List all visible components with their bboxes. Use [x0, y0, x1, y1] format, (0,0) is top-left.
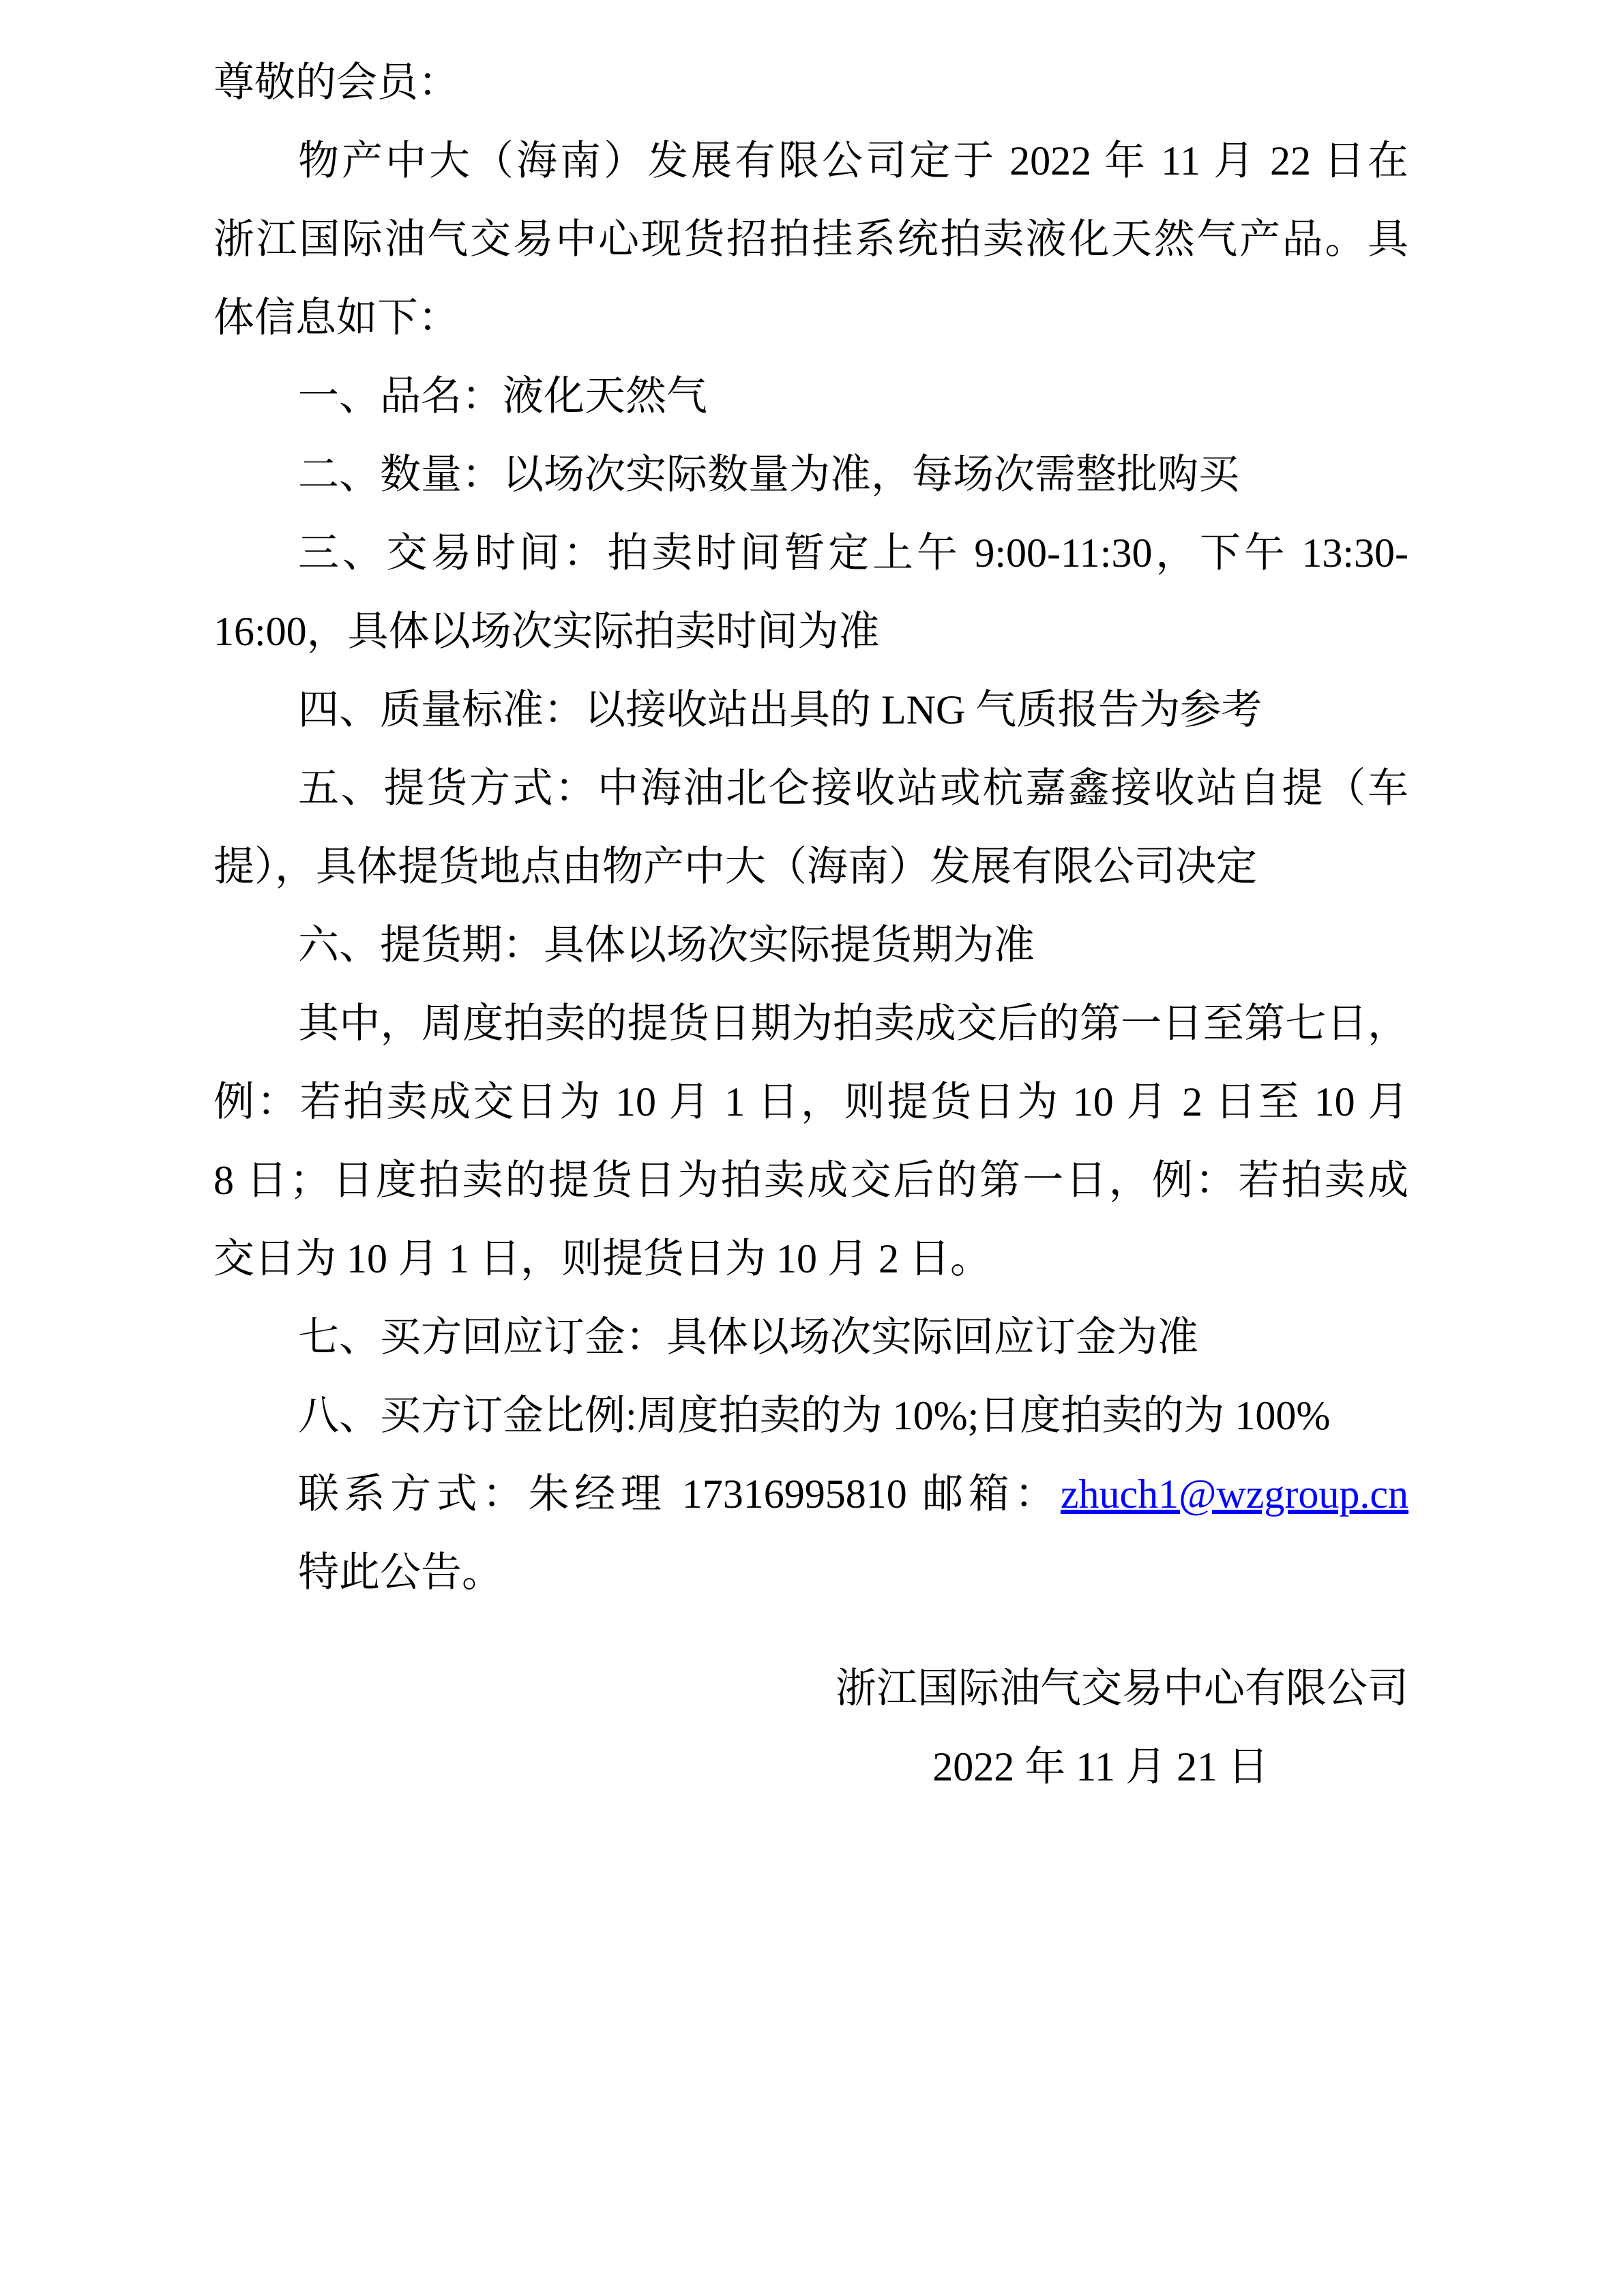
item-delivery-method-2: 提），具体提货地点由物产中大（海南）发展有限公司决定 [213, 844, 1257, 889]
item-delivery-method-1: 五、提货方式：中海油北仑接收站或杭嘉鑫接收站自提（车 [298, 766, 1408, 811]
intro-line-3: 体信息如下： [213, 295, 459, 340]
company-signature: 浙江国际油气交易中心有限公司 [836, 1666, 1408, 1711]
item-quantity: 二、数量：以场次实际数量为准，每场次需整批购买 [298, 452, 1239, 497]
intro-line-1: 物产中大（海南）发展有限公司定于 2022 年 11 月 22 日在 [298, 138, 1408, 183]
item-trading-time-2: 16:00，具体以场次实际拍卖时间为准 [213, 609, 880, 654]
signature-block [0, 1650, 1624, 1806]
item-delivery-period: 六、提货期：具体以场次实际提货期为准 [298, 923, 1035, 968]
delivery-note-line-2: 例：若拍卖成交日为 10 月 1 日，则提货日为 10 月 2 日至 10 月 [213, 1079, 1408, 1124]
signature-date: 2022 年 11 月 21 日 [932, 1744, 1269, 1789]
delivery-note-line-4: 交日为 10 月 1 日，则提货日为 10 月 2 日。 [213, 1236, 991, 1281]
item-quality-standard: 四、质量标准：以接收站出具的 LNG 气质报告为参考 [298, 687, 1263, 732]
delivery-note-line-3: 8 日；日度拍卖的提货日为拍卖成交后的第一日，例：若拍卖成 [213, 1158, 1408, 1203]
contact-line [213, 1455, 1408, 1534]
closing-line: 特此公告。 [298, 1550, 503, 1595]
item-response-deposit: 七、买方回应订金：具体以场次实际回应订金为准 [298, 1315, 1198, 1360]
item-trading-time-1: 三、交易时间：拍卖时间暂定上午 9:00-11:30，下午 13:30- [298, 531, 1408, 576]
email-link[interactable]: zhuch1@wzgroup.cn [1060, 1472, 1408, 1517]
contact-label: 联系方式：朱经理 17316995810 邮箱： [298, 1472, 1061, 1517]
intro-line-2: 浙江国际油气交易中心现货招拍挂系统拍卖液化天然气产品。具 [213, 217, 1408, 262]
item-product-name: 一、品名：液化天然气 [298, 374, 707, 419]
item-deposit-ratio: 八、买方订金比例:周度拍卖的为 10%;日度拍卖的为 100% [298, 1393, 1331, 1438]
salutation: 尊敬的会员： [213, 60, 459, 105]
delivery-note-line-1: 其中，周度拍卖的提货日期为拍卖成交后的第一日至第七日， [298, 1001, 1408, 1046]
